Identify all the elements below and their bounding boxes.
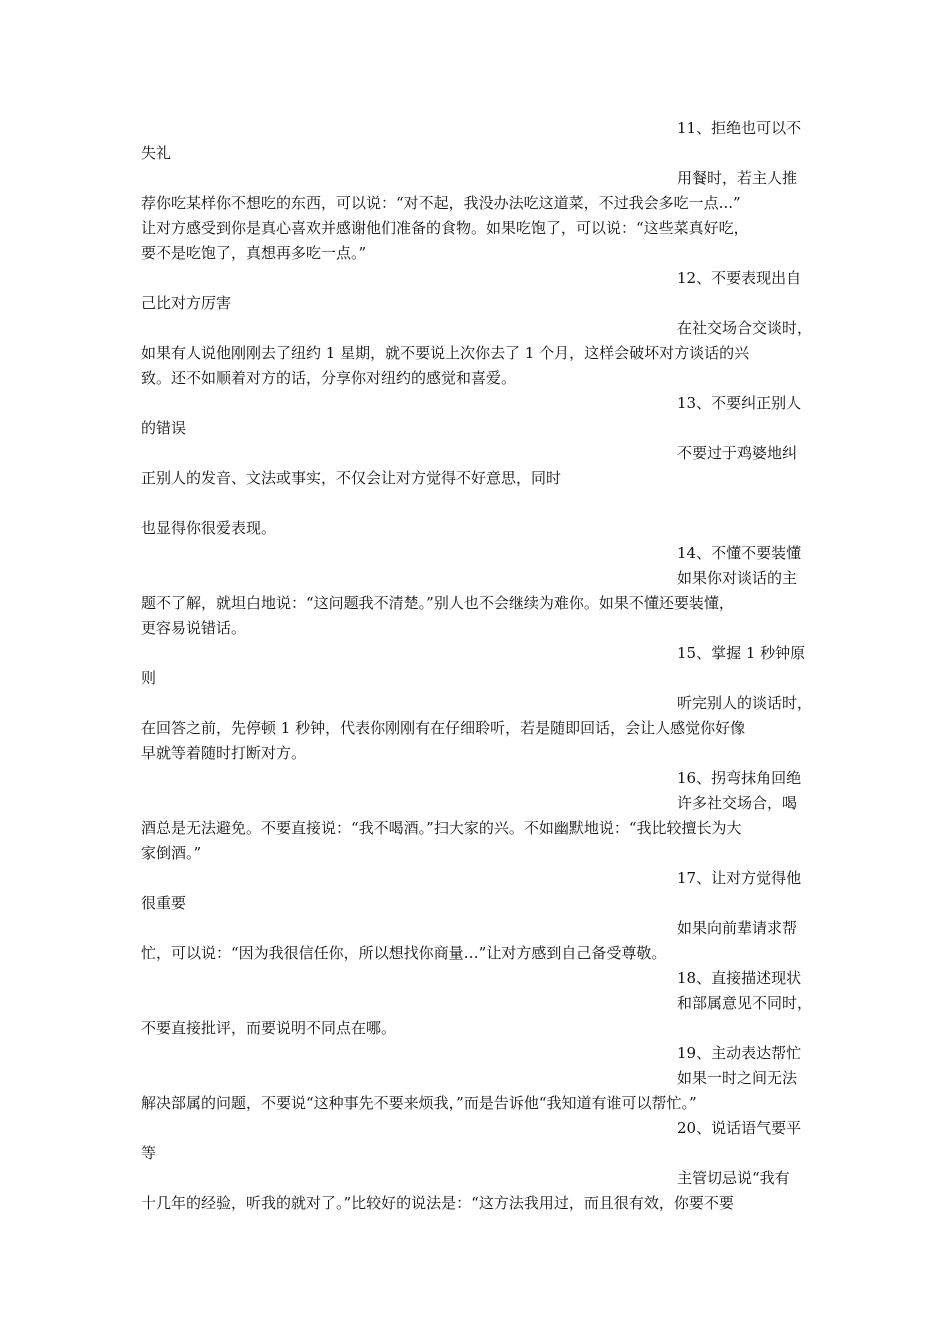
heading-20-part1: 20、说话语气要平	[677, 1119, 802, 1137]
para-14-line1: 如果你对谈话的主	[677, 569, 798, 587]
para-18-line2: 不要直接批评，而要说明不同点在哪。	[141, 1019, 397, 1037]
para-11-line3: 让对方感受到你是真心喜欢并感谢他们准备的食物。如果吃饱了，可以说：“这些菜真好吃，	[141, 219, 749, 237]
para-12-line3: 致。还不如顺着对方的话，分享你对纽约的感觉和喜爱。	[141, 369, 517, 387]
para-12-line2: 如果有人说他刚刚去了纽约 1 星期，就不要说上次你去了 1 个月，这样会破坏对方谈话的兴	[141, 344, 750, 362]
para-13-line2: 正别人的发音、文法或事实，不仅会让对方觉得不好意思，同时	[141, 469, 562, 487]
para-17-line1: 如果向前辈请求帮	[677, 919, 798, 937]
heading-13-part1: 13、不要纠正别人	[677, 394, 802, 412]
para-11-line1: 用餐时，若主人推	[677, 169, 798, 187]
heading-20-part2: 等	[141, 1144, 157, 1162]
para-20-line2: 十几年的经验，听我的就对了。”比较好的说法是：“这方法我用过，而且很有效，你要不要	[141, 1194, 734, 1212]
para-13-line1: 不要过于鸡婆地纠	[677, 444, 798, 462]
para-15-line1: 听完别人的谈话时，	[677, 694, 813, 712]
heading-14: 14、不懂不要装懂	[677, 544, 802, 562]
para-19-line1: 如果一时之间无法	[677, 1069, 798, 1087]
para-11-line2: 荐你吃某样你不想吃的东西，可以说：“对不起，我没办法吃这道菜，不过我会多吃一点...”	[141, 194, 741, 212]
para-16-line1: 许多社交场合，喝	[677, 794, 798, 812]
heading-15-part1: 15、掌握 1 秒钟原	[677, 644, 806, 662]
heading-12-part2: 己比对方厉害	[141, 294, 232, 312]
para-15-line3: 早就等着随时打断对方。	[141, 744, 307, 762]
heading-11-part1: 11、拒绝也可以不	[677, 119, 802, 137]
para-20-line1: 主管切忌说“我有	[677, 1169, 790, 1187]
para-18-line1: 和部属意见不同时，	[677, 994, 813, 1012]
para-11-line4: 要不是吃饱了，真想再多吃一点。”	[141, 244, 367, 262]
heading-16: 16、拐弯抹角回绝	[677, 769, 802, 787]
para-12-line1: 在社交场合交谈时，	[677, 319, 813, 337]
heading-11-part2: 失礼	[141, 144, 172, 162]
heading-18: 18、直接描述现状	[677, 969, 802, 987]
heading-13-part2: 的错误	[141, 419, 187, 437]
para-14-line3: 更容易说错话。	[141, 619, 247, 637]
para-16-line3: 家倒酒。”	[141, 844, 202, 862]
heading-15-part2: 则	[141, 669, 157, 687]
heading-12-part1: 12、不要表现出自	[677, 269, 802, 287]
para-19-line2: 解决部属的问题，不要说“这种事先不要来烦我，”而是告诉他“我知道有谁可以帮忙。”	[141, 1094, 697, 1112]
heading-17-part2: 很重要	[141, 894, 187, 912]
heading-19: 19、主动表达帮忙	[677, 1044, 802, 1062]
heading-17-part1: 17、让对方觉得他	[677, 869, 802, 887]
para-17-line2: 忙，可以说：“因为我很信任你，所以想找你商量…”让对方感到自己备受尊敬。	[141, 944, 667, 962]
para-15-line2: 在回答之前，先停顿 1 秒钟，代表你刚刚有在仔细聆听，若是随即回话，会让人感觉你好像	[141, 719, 746, 737]
para-16-line2: 酒总是无法避免。不要直接说：“我不喝酒。”扫大家的兴。不如幽默地说：“我比较擅长为大	[141, 819, 742, 837]
para-13-line3: 也显得你很爱表现。	[141, 519, 277, 537]
para-14-line2: 题不了解，就坦白地说：“这问题我不清楚。”别人也不会继续为难你。如果不懂还要装懂，	[141, 594, 734, 612]
